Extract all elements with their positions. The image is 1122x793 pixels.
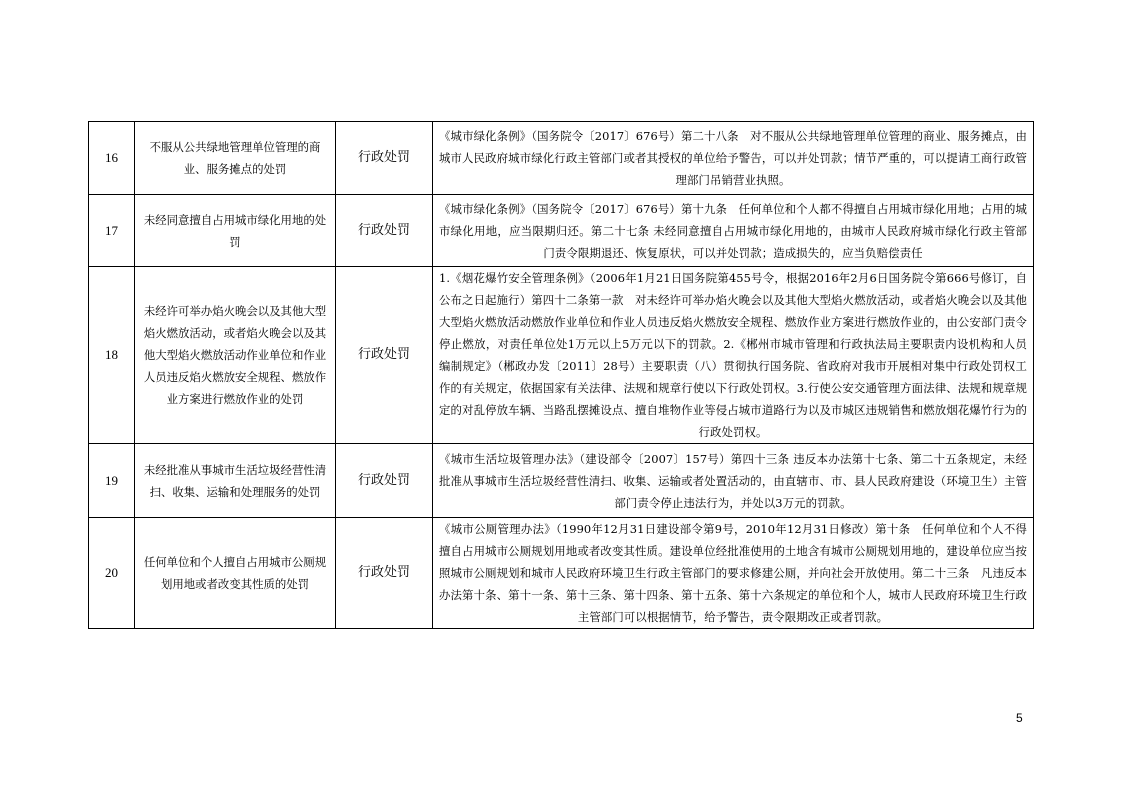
legal-basis: 《城市绿化条例》（国务院令〔2017〕676号）第二十八条 对不服从公共绿地管理单位管理的商业、服务摊点，由城市人民政府城市绿化行政主管部门或者其授权的单位给予警告，可以并处罚款；情节严重的，可以提请工商行政管理部门吊销营业执照。 xyxy=(433,122,1034,195)
row-number: 19 xyxy=(89,444,135,518)
legal-basis: 《城市绿化条例》（国务院令〔2017〕676号）第十九条 任何单位和个人都不得擅自占用城市绿化用地；占用的城市绿化用地，应当限期归还。第二十七条 未经同意擅自占用城市绿化用地的，由城市人民政府城市绿化行政主管部门责令限期退还、恢复原状，可以并处罚款；造成损失的，应当负赔偿责任 xyxy=(433,195,1034,267)
item-type: 行政处罚 xyxy=(336,267,433,444)
item-type: 行政处罚 xyxy=(336,122,433,195)
item-name: 未经许可举办焰火晚会以及其他大型焰火燃放活动，或者焰火晚会以及其他大型焰火燃放活动作业单位和作业人员违反焰火燃放安全规程、燃放作业方案进行燃放作业的处罚 xyxy=(135,267,336,444)
row-number: 17 xyxy=(89,195,135,267)
legal-basis: 《城市公厕管理办法》（1990年12月31日建设部令第9号，2010年12月31日修改）第十条 任何单位和个人不得擅自占用城市公厕规划用地或者改变其性质。建设单位经批准使用的土地含有城市公厕规划用地的，建设单位应当按照城市公厕规划和城市人民政府环境卫生行政主管部门的要求修建公厕，并向社会开放使用。第二十三条 凡违反本办法第十条、第十一条、第十三条、第十四条、第十五条、第十六条规定的单位和个人，城市人民政府环境卫生行政主管部门可以根据情节，给予警告，责令限期改正或者罚款。 xyxy=(433,518,1034,629)
legal-basis: 《城市生活垃圾管理办法》（建设部令〔2007〕157号）第四十三条 违反本办法第十七条、第二十五条规定，未经批准从事城市生活垃圾经营性清扫、收集、运输或者处置活动的，由直辖市、市、县人民政府建设（环境卫生）主管部门责令停止违法行为，并处以3万元的罚款。 xyxy=(433,444,1034,518)
item-type: 行政处罚 xyxy=(336,518,433,629)
table-row xyxy=(89,444,1034,518)
regulation-table xyxy=(88,121,1034,629)
item-type: 行政处罚 xyxy=(336,195,433,267)
item-name: 未经同意擅自占用城市绿化用地的处罚 xyxy=(135,195,336,267)
page-number: 5 xyxy=(1016,711,1023,725)
row-number: 18 xyxy=(89,267,135,444)
row-number: 20 xyxy=(89,518,135,629)
table-row xyxy=(89,122,1034,195)
row-number: 16 xyxy=(89,122,135,195)
legal-basis: 1.《烟花爆竹安全管理条例》（2006年1月21日国务院第455号令，根据2016年2月6日国务院令第666号修订，自公布之日起施行）第四十二条第一款 对未经许可举办焰火晚会以及其他大型焰火燃放活动，或者焰火晚会以及其他大型焰火燃放活动燃放作业单位和作业人员违反焰火燃放安全规程、燃放作业方案进行燃放作业的，由公安部门责令停止燃放，对责任单位处1万元以上5万元以下的罚款。2.《郴州市城市管理和行政执法局主要职责内设机构和人员编制规定》（郴政办发〔2011〕28号）主要职责（八）贯彻执行国务院、省政府对我市开展相对集中行政处罚权工作的有关规定，依据国家有关法律、法规和规章行使以下行政处罚权。3.行使公安交通管理方面法律、法规和规章规定的对乱停放车辆、当路乱摆摊设点、擅自堆物作业等侵占城市道路行为以及市城区违规销售和燃放烟花爆竹行为的行政处罚权。 xyxy=(433,267,1034,444)
table-row xyxy=(89,195,1034,267)
item-name: 不服从公共绿地管理单位管理的商业、服务摊点的处罚 xyxy=(135,122,336,195)
table-row xyxy=(89,518,1034,629)
table-row xyxy=(89,267,1034,444)
item-type: 行政处罚 xyxy=(336,444,433,518)
item-name: 任何单位和个人擅自占用城市公厕规划用地或者改变其性质的处罚 xyxy=(135,518,336,629)
item-name: 未经批准从事城市生活垃圾经营性清扫、收集、运输和处理服务的处罚 xyxy=(135,444,336,518)
